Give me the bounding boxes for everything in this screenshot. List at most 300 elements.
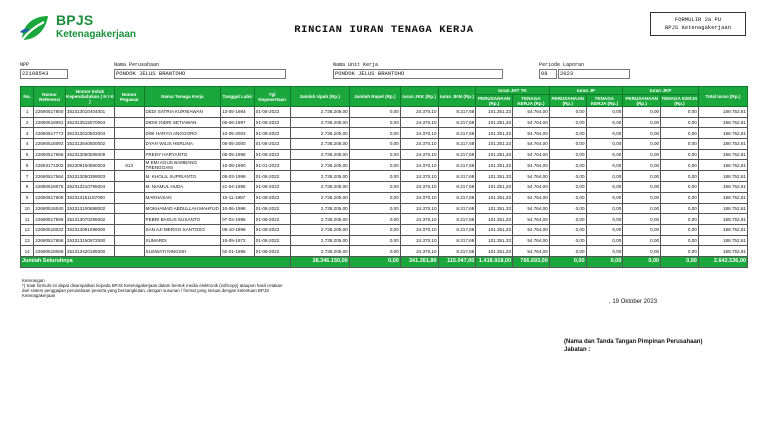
cell-nama: SUMARDI bbox=[144, 235, 221, 246]
notes bbox=[22, 278, 322, 298]
cell-jkp-p: 0,00 bbox=[623, 149, 661, 160]
signature-date: , 19 Oktober 2023 bbox=[609, 299, 658, 305]
cell-jkp-p: 0,00 bbox=[623, 117, 661, 128]
cell-rapel: 0,00 bbox=[349, 214, 400, 225]
cell-jht-p: 101.351,33 bbox=[476, 235, 513, 246]
form-code-line2: BPJS Ketenagakerjaan bbox=[664, 24, 731, 31]
total-jkp-tk: 0,00 bbox=[661, 256, 699, 267]
cell-no: 2 bbox=[21, 117, 34, 128]
total-iuran: 2.642.536,00 bbox=[698, 256, 747, 267]
cell-total: 188.752,61 bbox=[698, 139, 747, 150]
cell-ref: 22690517658 bbox=[34, 235, 66, 246]
cell-jkk: 24.370,10 bbox=[400, 107, 438, 118]
cell-jp-p: 0,00 bbox=[549, 182, 586, 193]
cell-jkm: 8.217,68 bbox=[438, 246, 476, 257]
col-no: No. bbox=[21, 87, 34, 107]
cell-jp-p: 0,00 bbox=[549, 203, 586, 214]
cell-rapel: 0,00 bbox=[349, 246, 400, 257]
period-label: Periode Laporan bbox=[539, 62, 585, 68]
cell-jkp-tk: 0,00 bbox=[661, 224, 699, 235]
cell-lahir: 05-03-1999 bbox=[221, 171, 255, 182]
cell-no: 5 bbox=[21, 149, 34, 160]
cell-ref: 22693171002 bbox=[34, 160, 66, 171]
cell-tgl: 01-08-2022 bbox=[254, 171, 290, 182]
cell-lahir: 02-01-1995 bbox=[221, 246, 255, 257]
cell-ref: 22690517608 bbox=[34, 192, 66, 203]
cell-jkk: 24.370,10 bbox=[400, 246, 438, 257]
cell-lahir: 05-06-1997 bbox=[221, 117, 255, 128]
cell-jkk: 24.370,10 bbox=[400, 160, 438, 171]
total-jkk: 341.261,80 bbox=[400, 256, 438, 267]
cell-peg bbox=[114, 224, 144, 235]
cell-no: 9 bbox=[21, 192, 34, 203]
col-lahir: Tanggal Lahir bbox=[221, 87, 255, 107]
cell-jkm: 8.217,68 bbox=[438, 149, 476, 160]
signature-block bbox=[564, 339, 702, 354]
npp-field[interactable]: 22108543 bbox=[20, 69, 68, 79]
cell-jkm: 8.217,68 bbox=[438, 224, 476, 235]
cell-lahir: 09-10-1998 bbox=[221, 224, 255, 235]
cell-jkp-p: 0,00 bbox=[623, 246, 661, 257]
cell-jkp-tk: 0,00 bbox=[661, 171, 699, 182]
cell-jp-tk: 0,00 bbox=[586, 224, 623, 235]
cell-ref: 22690517773 bbox=[34, 128, 66, 139]
notes-line-1: *) Saat formulir ini dapat disampaikan kepada BPJS Ketenagakerjaan dalam bentuk media elektronik (softcopy) ataupun hasil cetakan bbox=[22, 283, 283, 288]
cell-jp-p: 0,00 bbox=[549, 214, 586, 225]
cell-jp-tk: 0,00 bbox=[586, 203, 623, 214]
cell-jp-p: 0,00 bbox=[549, 149, 586, 160]
cell-lahir: 15-11-1987 bbox=[221, 192, 255, 203]
cell-lahir: 10-05-2003 bbox=[221, 128, 255, 139]
cell-tgl: 01-08-2022 bbox=[254, 214, 290, 225]
total-jht-perusahaan: 1.418.918,00 bbox=[476, 256, 513, 267]
notes-title: Keterangan bbox=[22, 278, 45, 283]
cell-jkp-p: 0,00 bbox=[623, 182, 661, 193]
cell-lahir: 10-06-1998 bbox=[221, 203, 255, 214]
total-jp-tk: 0,00 bbox=[586, 256, 623, 267]
cell-jkm: 8.217,68 bbox=[438, 160, 476, 171]
cell-jkp-p: 0,00 bbox=[623, 139, 661, 150]
cell-rapel: 0,00 bbox=[349, 203, 400, 214]
cell-total: 188.752,61 bbox=[698, 224, 747, 235]
cell-nama: SAN AJI MERGO SANTOSO bbox=[144, 224, 221, 235]
cell-total: 188.752,61 bbox=[698, 160, 747, 171]
cell-peg bbox=[114, 139, 144, 150]
cell-ref: 22690518068 bbox=[34, 246, 66, 257]
table-row bbox=[21, 235, 748, 246]
cell-rapel: 0,00 bbox=[349, 117, 400, 128]
cell-rapel: 0,00 bbox=[349, 107, 400, 118]
cell-jkp-p: 0,00 bbox=[623, 192, 661, 203]
cell-jht-tk: 54.764,00 bbox=[513, 107, 550, 118]
cell-jht-p: 101.351,33 bbox=[476, 203, 513, 214]
cell-tgl: 01-08-2022 bbox=[254, 117, 290, 128]
cell-upah: 2.738.205,00 bbox=[290, 182, 349, 193]
col-jkm: Iuran JKM (Rp.) bbox=[438, 87, 476, 107]
col-pegawai: Nomor Pegawai bbox=[114, 87, 144, 107]
cell-total: 188.752,61 bbox=[698, 149, 747, 160]
table-row bbox=[21, 182, 748, 193]
col-total: Total Iuran (Rp.) bbox=[698, 87, 747, 107]
cell-nik: 352313151187000 bbox=[65, 192, 114, 203]
cell-lahir: 21-04-1995 bbox=[221, 182, 255, 193]
table-row bbox=[21, 107, 748, 118]
company-field[interactable]: PONDOK JELUS BRANTOHO bbox=[114, 69, 286, 79]
cell-total: 188.752,61 bbox=[698, 171, 747, 182]
col-jp-tk: TENAGA KERJA (Rp.) bbox=[586, 95, 623, 107]
cell-jht-tk: 54.764,00 bbox=[513, 224, 550, 235]
cell-jht-p: 101.351,33 bbox=[476, 107, 513, 118]
cell-upah: 2.738.205,00 bbox=[290, 171, 349, 182]
cell-jkk: 24.370,10 bbox=[400, 214, 438, 225]
form-code-line1: FORMULIR 2a PU bbox=[674, 16, 722, 23]
cell-jht-tk: 54.764,00 bbox=[513, 246, 550, 257]
col-jht-group: Iuran JHT TK bbox=[476, 87, 550, 95]
total-jkm: 115.047,00 bbox=[438, 256, 476, 267]
unit-field[interactable]: PONDOK JELUS BRANTOHO bbox=[333, 69, 503, 79]
cell-jht-p: 101.351,33 bbox=[476, 160, 513, 171]
cell-no: 1 bbox=[21, 107, 34, 118]
table-row bbox=[21, 192, 748, 203]
cell-lahir: 13-05-1984 bbox=[221, 107, 255, 118]
cell-jp-tk: 0,00 bbox=[586, 107, 623, 118]
cell-jkp-p: 0,00 bbox=[623, 214, 661, 225]
cell-jp-p: 0,00 bbox=[549, 117, 586, 128]
cell-jht-p: 101.351,33 bbox=[476, 117, 513, 128]
cell-jkp-tk: 0,00 bbox=[661, 160, 699, 171]
cell-nama: MOKHAMAD ABDULLAH MAHFUD bbox=[144, 203, 221, 214]
cell-jp-tk: 0,00 bbox=[586, 182, 623, 193]
cell-peg bbox=[114, 192, 144, 203]
cell-jkm: 8.217,68 bbox=[438, 192, 476, 203]
cell-jp-tk: 0,00 bbox=[586, 235, 623, 246]
cell-jht-tk: 54.764,00 bbox=[513, 182, 550, 193]
cell-nama: DEDI SATRIA KURNIAWAN bbox=[144, 107, 221, 118]
cell-total: 188.752,61 bbox=[698, 128, 747, 139]
cell-rapel: 0,00 bbox=[349, 235, 400, 246]
cell-jp-tk: 0,00 bbox=[586, 139, 623, 150]
cell-nik: 352313640500002 bbox=[65, 139, 114, 150]
cell-rapel: 0,00 bbox=[349, 171, 400, 182]
col-jht-tk: TENAGA KERJA (Rp.) bbox=[513, 95, 550, 107]
cell-jht-p: 101.351,33 bbox=[476, 192, 513, 203]
total-jp-perusahaan: 0,00 bbox=[549, 256, 586, 267]
cell-jkp-tk: 0,00 bbox=[661, 235, 699, 246]
cell-peg bbox=[114, 117, 144, 128]
cell-upah: 2.738.205,00 bbox=[290, 224, 349, 235]
period-year-field[interactable]: 2023 bbox=[558, 69, 630, 79]
cell-jkp-p: 0,00 bbox=[623, 107, 661, 118]
cell-rapel: 0,00 bbox=[349, 224, 400, 235]
cell-lahir: 05-05-2000 bbox=[221, 139, 255, 150]
cell-jkp-p: 0,00 bbox=[623, 235, 661, 246]
cell-peg bbox=[114, 128, 144, 139]
total-upah: 38.346.150,00 bbox=[290, 256, 349, 267]
cell-tgl: 01-08-2022 bbox=[254, 182, 290, 193]
cell-jkk: 24.370,10 bbox=[400, 171, 438, 182]
col-rapel: Jumlah Rapel (Rp.) bbox=[349, 87, 400, 107]
cell-rapel: 0,00 bbox=[349, 182, 400, 193]
cell-no: 14 bbox=[21, 246, 34, 257]
cell-jht-tk: 54.764,00 bbox=[513, 128, 550, 139]
cell-lahir: 15-08-1990 bbox=[221, 160, 255, 171]
col-jp-perusahaan: PERUSAHAAN (Rp.) bbox=[549, 95, 586, 107]
cell-tgl: 01-08-2022 bbox=[254, 246, 290, 257]
cell-jp-tk: 0,00 bbox=[586, 149, 623, 160]
table-row bbox=[21, 171, 748, 182]
cell-jht-tk: 54.764,00 bbox=[513, 203, 550, 214]
cell-peg: 013 bbox=[114, 160, 144, 171]
cell-upah: 2.738.205,00 bbox=[290, 117, 349, 128]
cell-no: 6 bbox=[21, 160, 34, 171]
table-row bbox=[21, 214, 748, 225]
table-row bbox=[21, 160, 748, 171]
total-rapel: 0,00 bbox=[349, 256, 400, 267]
cell-peg bbox=[114, 203, 144, 214]
cell-jkp-tk: 0,00 bbox=[661, 128, 699, 139]
cell-jkk: 24.370,10 bbox=[400, 128, 438, 139]
cell-tgl: 01-08-2022 bbox=[254, 128, 290, 139]
cell-jkp-tk: 0,00 bbox=[661, 192, 699, 203]
cell-jht-p: 101.351,33 bbox=[476, 171, 513, 182]
cell-upah: 2.738.205,00 bbox=[290, 214, 349, 225]
cell-ref: 22690518091 bbox=[34, 117, 66, 128]
cell-nik: 352313070295002 bbox=[65, 214, 114, 225]
cell-tgl: 01-08-2022 bbox=[254, 149, 290, 160]
col-upah: Jumlah Upah (Rp.) bbox=[290, 87, 349, 107]
cell-jkk: 24.370,10 bbox=[400, 203, 438, 214]
cell-jkk: 24.370,10 bbox=[400, 117, 438, 128]
table-row bbox=[21, 149, 748, 160]
cell-jkp-tk: 0,00 bbox=[661, 139, 699, 150]
cell-nama: FREDY HARYANTO bbox=[144, 149, 221, 160]
table-row bbox=[21, 224, 748, 235]
cell-tgl: 01-08-2022 bbox=[254, 139, 290, 150]
cell-jp-p: 0,00 bbox=[549, 235, 586, 246]
total-jht-tk: 766.693,00 bbox=[513, 256, 550, 267]
cell-total: 188.752,61 bbox=[698, 182, 747, 193]
cell-jht-tk: 54.764,00 bbox=[513, 160, 550, 171]
cell-nama: DYAH WILIS HERLINA bbox=[144, 139, 221, 150]
cell-nik: 352313150972000 bbox=[65, 235, 114, 246]
cell-jp-tk: 0,00 bbox=[586, 171, 623, 182]
cell-nama: M EMI AGUS BAMBANG TRENGGANI bbox=[144, 160, 221, 171]
cell-jp-tk: 0,00 bbox=[586, 160, 623, 171]
cell-jht-tk: 54.764,00 bbox=[513, 149, 550, 160]
col-nama: Nama Tenaga Kerja bbox=[144, 87, 221, 107]
cell-jp-tk: 0,00 bbox=[586, 128, 623, 139]
cell-upah: 2.738.205,00 bbox=[290, 149, 349, 160]
cell-jp-p: 0,00 bbox=[549, 128, 586, 139]
signature-name-label: (Nama dan Tanda Tangan Pimpinan Perusahaan) bbox=[564, 339, 703, 345]
unit-label: Nama Unit Kerja bbox=[333, 62, 379, 68]
cell-upah: 2.738.205,00 bbox=[290, 160, 349, 171]
cell-no: 13 bbox=[21, 235, 34, 246]
cell-no: 7 bbox=[21, 171, 34, 182]
cell-jkp-p: 0,00 bbox=[623, 203, 661, 214]
cell-jht-p: 101.351,33 bbox=[476, 182, 513, 193]
signature-position-label: Jabatan : bbox=[564, 346, 591, 353]
cell-nama: DIDIK INDRI SETIAWAN bbox=[144, 117, 221, 128]
cell-nik: 352313420195000 bbox=[65, 246, 114, 257]
cell-nik: 352313210795004 bbox=[65, 182, 114, 193]
cell-nama: MARHASAN bbox=[144, 192, 221, 203]
logo-bpjs-text: BPJS bbox=[56, 12, 94, 28]
col-kepesertaan: Tgl Kepesertaan bbox=[254, 87, 290, 107]
cell-jkp-tk: 0,00 bbox=[661, 214, 699, 225]
cell-jp-tk: 0,00 bbox=[586, 192, 623, 203]
cell-tgl: 01-08-2022 bbox=[254, 107, 290, 118]
cell-jkk: 24.370,10 bbox=[400, 192, 438, 203]
cell-ref: 22690517800 bbox=[34, 107, 66, 118]
cell-jht-p: 101.351,33 bbox=[476, 224, 513, 235]
cell-jkm: 8.217,68 bbox=[438, 214, 476, 225]
cell-jkk: 24.370,10 bbox=[400, 139, 438, 150]
page-title: RINCIAN IURAN TENAGA KERJA bbox=[294, 24, 474, 36]
contribution-table bbox=[20, 86, 748, 268]
cell-tgl: 01-08-2022 bbox=[254, 203, 290, 214]
cell-jkm: 8.217,68 bbox=[438, 203, 476, 214]
logo-ketenagakerjaan-text: Ketenagakerjaan bbox=[56, 29, 137, 40]
cell-nama: DWI HARYO ANGGORO bbox=[144, 128, 221, 139]
cell-rapel: 0,00 bbox=[349, 149, 400, 160]
cell-tgl: 01-01-2023 bbox=[254, 160, 290, 171]
cell-rapel: 0,00 bbox=[349, 139, 400, 150]
cell-jp-tk: 0,00 bbox=[586, 214, 623, 225]
cell-peg bbox=[114, 149, 144, 160]
cell-jht-p: 101.351,33 bbox=[476, 139, 513, 150]
cell-ref: 22690517584 bbox=[34, 171, 66, 182]
col-jht-perusahaan: PERUSAHAAN (Rp.) bbox=[476, 95, 513, 107]
col-nik: Nomor Induk Kependudukan ( N I K ) bbox=[65, 87, 114, 107]
cell-jkp-p: 0,00 bbox=[623, 160, 661, 171]
cell-jp-p: 0,00 bbox=[549, 139, 586, 150]
cell-no: 10 bbox=[21, 203, 34, 214]
cell-jkp-tk: 0,00 bbox=[661, 182, 699, 193]
cell-upah: 2.738.205,00 bbox=[290, 139, 349, 150]
cell-nik: 352313050399003 bbox=[65, 171, 114, 182]
cell-jp-p: 0,00 bbox=[549, 224, 586, 235]
cell-upah: 2.738.205,00 bbox=[290, 107, 349, 118]
cell-lahir: 15-09-1972 bbox=[221, 235, 255, 246]
cell-ref: 22690518040 bbox=[34, 203, 66, 214]
cell-no: 4 bbox=[21, 139, 34, 150]
cell-jht-p: 101.351,33 bbox=[476, 128, 513, 139]
cell-nama: M. KHOLIL SUPRIANTO bbox=[144, 171, 221, 182]
cell-jht-tk: 54.764,00 bbox=[513, 214, 550, 225]
cell-jp-p: 0,00 bbox=[549, 160, 586, 171]
cell-jht-tk: 54.764,00 bbox=[513, 192, 550, 203]
cell-rapel: 0,00 bbox=[349, 128, 400, 139]
notes-line-3: Ketenagakerjaan bbox=[22, 293, 56, 298]
cell-jp-p: 0,00 bbox=[549, 107, 586, 118]
col-jkp-perusahaan: PERUSAHAAN (Rp.) bbox=[623, 95, 661, 107]
form-code-box bbox=[650, 12, 746, 36]
cell-jkk: 24.370,10 bbox=[400, 182, 438, 193]
table-row bbox=[21, 128, 748, 139]
cell-jkm: 8.217,68 bbox=[438, 139, 476, 150]
cell-nik: 352313100698002 bbox=[65, 203, 114, 214]
cell-tgl: 01-08-2022 bbox=[254, 192, 290, 203]
cell-jht-tk: 54.764,00 bbox=[513, 139, 550, 150]
cell-jkk: 24.370,10 bbox=[400, 149, 438, 160]
cell-nik: 352313050595009 bbox=[65, 149, 114, 160]
cell-jkp-tk: 0,00 bbox=[661, 107, 699, 118]
cell-jkp-p: 0,00 bbox=[623, 224, 661, 235]
cell-total: 188.752,61 bbox=[698, 235, 747, 246]
cell-nik: 352313515070004 bbox=[65, 117, 114, 128]
table-row bbox=[21, 203, 748, 214]
cell-nik: 352313010503004 bbox=[65, 128, 114, 139]
cell-ref: 22690518032 bbox=[34, 224, 66, 235]
cell-peg bbox=[114, 246, 144, 257]
total-jkp-perusahaan: 0,00 bbox=[623, 256, 661, 267]
cell-jkp-tk: 0,00 bbox=[661, 246, 699, 257]
cell-no: 8 bbox=[21, 182, 34, 193]
cell-ref: 22690517656 bbox=[34, 149, 66, 160]
cell-jkm: 8.217,68 bbox=[438, 171, 476, 182]
col-jp-group: Iuran JP bbox=[549, 87, 623, 95]
cell-jp-p: 0,00 bbox=[549, 246, 586, 257]
cell-jht-tk: 54.764,00 bbox=[513, 235, 550, 246]
cell-peg bbox=[114, 235, 144, 246]
cell-total: 188.752,61 bbox=[698, 203, 747, 214]
cell-lahir: 07-02-1995 bbox=[221, 214, 255, 225]
cell-jkm: 8.217,68 bbox=[438, 182, 476, 193]
cell-jkk: 24.370,10 bbox=[400, 224, 438, 235]
table-row bbox=[21, 117, 748, 128]
cell-jp-p: 0,00 bbox=[549, 171, 586, 182]
cell-jht-p: 101.351,33 bbox=[476, 246, 513, 257]
cell-nik: 352313091098000 bbox=[65, 224, 114, 235]
cell-jp-tk: 0,00 bbox=[586, 117, 623, 128]
cell-jkm: 8.217,68 bbox=[438, 128, 476, 139]
cell-peg bbox=[114, 171, 144, 182]
cell-total: 188.752,61 bbox=[698, 214, 747, 225]
cell-jkm: 8.217,68 bbox=[438, 117, 476, 128]
cell-no: 12 bbox=[21, 224, 34, 235]
col-jkp-group: Iuran JKP bbox=[623, 87, 699, 95]
cell-jkp-p: 0,00 bbox=[623, 128, 661, 139]
cell-peg bbox=[114, 182, 144, 193]
cell-no: 11 bbox=[21, 214, 34, 225]
cell-nik: 352309150890003 bbox=[65, 160, 114, 171]
cell-nik: 352313010404001 bbox=[65, 107, 114, 118]
col-jkk: Iuran JKK (Rp.) bbox=[400, 87, 438, 107]
cell-jht-p: 101.351,33 bbox=[476, 214, 513, 225]
total-label: Jumlah Seluruhnya bbox=[21, 256, 291, 267]
cell-jp-tk: 0,00 bbox=[586, 246, 623, 257]
cell-no: 3 bbox=[21, 128, 34, 139]
cell-jp-p: 0,00 bbox=[549, 192, 586, 203]
cell-jht-tk: 54.764,00 bbox=[513, 117, 550, 128]
cell-jkm: 8.217,68 bbox=[438, 235, 476, 246]
cell-peg bbox=[114, 214, 144, 225]
period-month-field[interactable]: 08 bbox=[539, 69, 557, 79]
cell-tgl: 01-08-2022 bbox=[254, 235, 290, 246]
cell-upah: 2.738.205,00 bbox=[290, 235, 349, 246]
table-row bbox=[21, 246, 748, 257]
cell-total: 188.752,61 bbox=[698, 192, 747, 203]
cell-jkp-p: 0,00 bbox=[623, 171, 661, 182]
cell-rapel: 0,00 bbox=[349, 192, 400, 203]
cell-jkm: 8.217,68 bbox=[438, 107, 476, 118]
cell-ref: 22690518092 bbox=[34, 139, 66, 150]
cell-total: 188.752,61 bbox=[698, 107, 747, 118]
cell-upah: 2.738.205,00 bbox=[290, 128, 349, 139]
cell-jkp-tk: 0,00 bbox=[661, 203, 699, 214]
col-ref: Nomor Referensi bbox=[34, 87, 66, 107]
